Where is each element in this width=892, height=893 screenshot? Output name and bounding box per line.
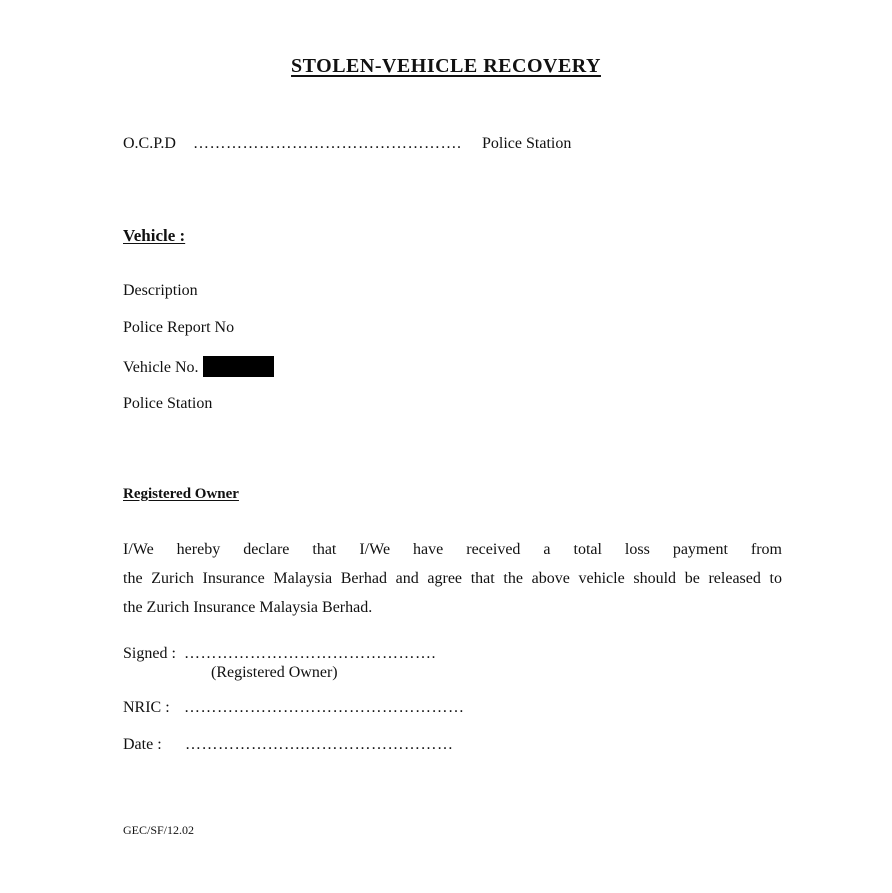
ocpd-police-station-label: Police Station: [482, 135, 572, 152]
declaration-line: I/We hereby declare that I/We have received a total loss payment from: [123, 541, 782, 558]
redacted-vehicle-number: [203, 356, 274, 377]
form-code: GEC/SF/12.02: [123, 823, 195, 837]
declaration-line: the Zurich Insurance Malaysia Berhad.: [123, 599, 373, 616]
vehicle-no-label: Vehicle No.: [123, 359, 199, 376]
vehicle-heading: Vehicle :: [123, 226, 186, 245]
signed-dots: ……………………………………….: [184, 645, 436, 662]
document-title-text: STOLEN-VEHICLE RECOVERY: [291, 55, 601, 77]
declaration-paragraph: [123, 535, 782, 622]
police-report-no-label: Police Report No: [123, 319, 235, 336]
signed-label: Signed :: [123, 645, 176, 662]
registered-owner-heading: Registered Owner: [123, 486, 239, 502]
date-label: Date :: [123, 736, 162, 753]
ocpd-dots: ………………………………………….: [193, 135, 462, 152]
ocpd-label: O.C.P.D: [123, 135, 176, 152]
nric-dots: ……………………………………………: [184, 699, 465, 716]
description-label: Description: [123, 282, 198, 299]
vehicle-no-row: [123, 356, 274, 377]
declaration-line: the Zurich Insurance Malaysia Berhad and agree that the above vehicle should be released to: [123, 570, 782, 587]
registered-owner-caption: (Registered Owner): [211, 664, 338, 681]
nric-label: NRIC :: [123, 699, 170, 716]
document-title: [0, 55, 892, 78]
police-station-label: Police Station: [123, 395, 213, 412]
date-dots: ………………….………………………: [185, 736, 454, 753]
